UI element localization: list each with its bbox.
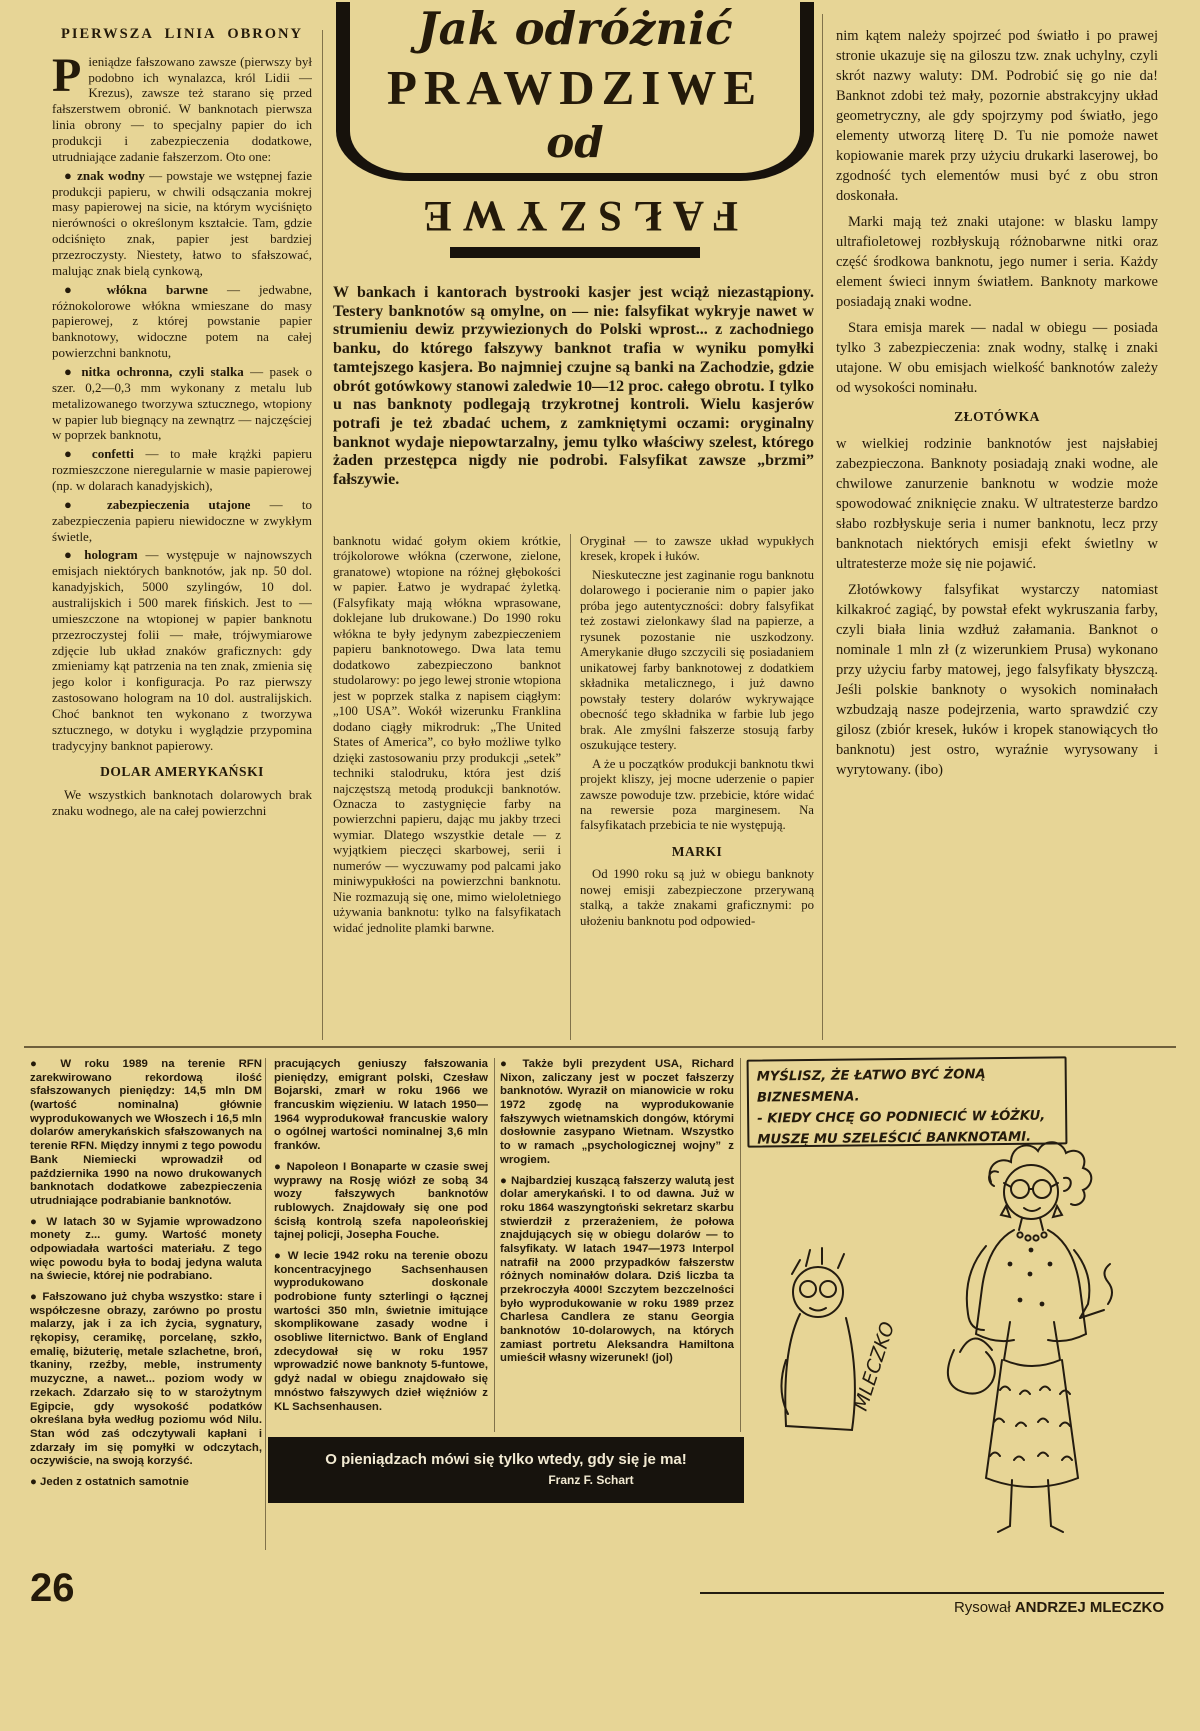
column-divider (494, 1058, 495, 1432)
center-column-a (333, 534, 561, 1042)
brief-item: ● Także byli prezydent USA, Richard Nixon, zaliczany jest w poczet fałszerzy banknotów. Wyraził on mianowicie w roku 1972 zgodę na wyprodukowanie fałszywych wietnamskich dongów, którymi dosłownie zasypano Wietnam. Wszystko to w ramach „psychologicznej wojny” z wrogiem. (500, 1058, 734, 1166)
bullet-term: ● włókna barwne (64, 281, 208, 297)
bullet-paragraph (52, 364, 312, 443)
headline-script-line: Jak odróżnić (417, 2, 733, 55)
bullet-text: — występuje w najnowszych emisjach niektórych banknotów, jak np. 50 dol. kanadyjskich, 5000 szylingów, 10 dol. australijskich i 500 marek fińskich. Jest to — umieszczone na wtopionej w papier banknotu przezroczystej folii — małe, trójwymiarowe zdjęcie lub układ znaków graficznych: gdy zmieniamy kąt patrzenia na ten znak, zmienia się jego kolor i konfiguracja. Po raz pierwszy zastosowano hologram na 10 dol. australijskich. Choć banknot ten wykonano z tworzywa sztucznego, w dotyku i wyglądzie przypomina tradycyjny banknot papierowy. (52, 547, 312, 753)
briefs-column-3 (500, 1058, 734, 1430)
caption-line: MYŚLISZ, ŻE ŁATWO BYĆ ŻONĄ BIZNESMENA. (756, 1067, 986, 1106)
paragraph: Oryginał — to zawsze układ wypukłych kresek, kropek i łuków. (580, 534, 814, 564)
headline-od-wrap (356, 118, 794, 167)
paragraph: w wielkiej rodzinie banknotów jest najsłabiej zabezpieczona. Banknoty posiadają znaki wodne, ale chwilowe zanurzenie banknotu w wodzie może spowodować zniknięcie znaku. W ultratesterze bardzo słabo rozbłyskuje seria i numer banknotu, lecz przy banknotach niektórych emisji efekt świetlny w ultratesterze może się nie pojawić. (836, 435, 1158, 572)
headline-bar (450, 247, 700, 258)
paragraph: We wszystkich banknotach dolarowych brak znaku wodnego, ale na całej powierzchni (52, 787, 312, 818)
paragraph-intro (52, 48, 312, 165)
paragraph: A że u początków produkcji banknotu tkwi projekt kliszy, jej mocne uderzenie o papier zawsze powoduje tzw. przebicie, które widać na rewersie poza marginesem. Na falsyfikatach przebicia te nie występują. (580, 756, 814, 833)
bullet-paragraph (52, 497, 312, 545)
right-column (836, 26, 1158, 1042)
caption-line: - KIEDY CHCĘ GO PODNIECIĆ W ŁÓŻKU, (757, 1108, 1046, 1127)
cartoon-signature: MLECZKO (849, 1319, 900, 1414)
center-column-b (580, 534, 814, 1042)
subhead-zlotowka: ZŁOTÓWKA (954, 409, 1040, 424)
quote-box (268, 1437, 744, 1503)
brief-item: ● Napoleon I Bonaparte w czasie swej wyprawy na Rosję wiózł ze sobą 34 wozy fałszywych banknotów rublowych. Znajdowały się one pod ścisłą kontrolą szefa napoleońskiej tajnej policji, Josepha Fouche. (274, 1160, 488, 1242)
subhead-dolar-amerykanski: DOLAR AMERYKAŃSKI (100, 763, 264, 779)
drop-cap: P (52, 48, 82, 102)
paragraph: Nieskuteczne jest zaginanie rogu banknotu dolarowego i pocieranie nim o papier jako próba jego autentyczności: dobry falsyfikat też zostawi zielonkawy ślad na papierze, a rysunek pozostanie nie uszkodzony. Amerykanie długo szczycili się posiadaniem unikatowej farby banknotowej z dodatkiem składnika metalicznego, i już dawno powstały testery dolarów wykrywające obecność tego składnika w farbie lub jego brak. Ale zmyślni fałszerze stosują farby oszukujące testery. (580, 567, 814, 753)
bullet-term: ● hologram (64, 547, 138, 563)
subhead-marki: MARKI (671, 843, 723, 859)
bullet-text: — to małe krążki papieru rozmieszczone nieregularnie w masie papierowej (np. w dolarach kanadyjskich), (52, 446, 312, 494)
bullet-text: — to zabezpieczenia papieru niewidoczne w zwykłym świetle, (52, 496, 312, 544)
headline-frame (336, 2, 814, 181)
caption-line: MUSZĘ MU SZELEŚCIĆ BANKNOTAMI. (757, 1130, 1032, 1148)
paragraph: Marki mają też znaki utajone: w blasku lampy ultrafioletowej rozbłyskują różnobarwne nitki oraz część środkowa banknotu, jego numer i seria. Każdy element świeci innym światłem. Banknoty markowe posiadają znaki wodne. (836, 214, 1158, 310)
artist-credit (700, 1592, 1164, 1616)
lead-paragraph: W bankach i kantorach bystrooki kasjer jest wciąż niezastąpiony. Testery banknotów są omylne, on — nie: falsyfikat wykryje nawet w strumieniu dewiz przywiezionych do Polski wprost... z zachodniego banku, do którego fałszywy banknot trafia w wyniku pomyłki tamtejszego kasjera. Bo najmniej czujne są banki na Zachodzie, gdzie obrót gotówkowy stanowi zaledwie 10—12 proc. całego obrotu. I tylko u nas banknoty podlegają trzykrotnej kontroli. Wielu kasjerów potrafi je też zbadać uchem, z zamkniętymi oczami: oryginalny banknot wydaje niepowtarzalny, jemu tylko właściwy szelest, którego żaden przestępca nigdy nie podrobi. Falsyfikat zawsze „brzmi” fałszywie. (333, 284, 814, 489)
quote-author: Franz F. Schart (548, 1473, 634, 1487)
brief-item: pracujących geniuszy fałszowania pieniędzy, emigrant polski, Czesław Bojarski, zmarł w roku 1966 we francuskim więzieniu. W latach 1950—1964 wyprodukował francuskie walory o ogólnej wartości nominalnej 3,6 mln franków. (274, 1058, 488, 1153)
left-article (52, 26, 312, 1042)
column-divider (322, 30, 323, 1040)
quote-text: O pieniądzach mówi się tylko wtedy, gdy się je ma! (325, 1451, 687, 1468)
bullet-text: — pasek o szer. 0,2—0,3 mm wykonany z metalu lub metalizowanego tworzywa sztucznego, wtopiony w papier lub biegnący na zewnątrz — najczęściej w poprzek banknotu, (52, 364, 312, 443)
bullet-paragraph (52, 446, 312, 494)
credit-name: ANDRZEJ MLECZKO (1014, 1599, 1164, 1616)
intro-text: ieniądze fałszowano zawsze (pierwszy był podobno ich wynalazca, król Lidii — Krezus), zawsze też starano się przed fałszerstwem obronić. W banknotach pierwsza linia obrony — to specjalny papier do ich produkcji i zabezpieczenia dodatkowe, utrudniające zadanie fałszerzom. Oto one: (52, 53, 312, 164)
paragraph: banknotu widać gołym okiem krótkie, trójkolorowe włókna (czerwone, zielone, granatowe) wtopione na różnej głębokości w papier. Łatwo je wydrapać żyletką. (Falsyfikaty mają włókna wprasowane, doklejane lub drukowane.) Do 1990 roku włókna te były jedynym zabezpieczeniem papieru banknotowego. Dwa lata temu dodatkowo zabezpieczono banknot studolarowy: po jego lewej stronie wtopiona jest w poprzek stalka z napisem ciągłym: „100 USA”. Wokół wizerunku Franklina dodano ciągły mikrodruk: „The United States of America”, co było możliwe tylko dzięki zastosowaniu przy produkcji „setek” techniki stalodruku, która jest dziś najczęstszą metodą produkcji banknotów. Oznacza to zastygnięcie farby na powierzchni papieru, dając mu jakby trzeci wymiar. Dlatego wszystkie detale — z wyjątkiem pieczęci skarbowej, serii i numerów — wyczuwamy pod palcami jako miniwypukłości na powierzchni banknotu. Nie rozmazują się one, mimo wieloletniego używania banknotu: tylko na falsyfikatach widać jednolite plamki barwne. (333, 534, 561, 935)
bullet-paragraph (52, 168, 312, 279)
briefs-column-1 (30, 1058, 262, 1550)
credit-prefix: Rysował (953, 1599, 1015, 1616)
brief-item: ● Jeden z ostatnich samotnie (30, 1475, 189, 1488)
paragraph: Złotówkowy falsyfikat wystarczy natomiast kilkakroć zagiąć, by powstał efekt wykruszania farby, czyli biała linia wzdłuż załamania. Banknot o nominale 1 mln zł (z wizerunkiem Prusa) wykonano przy użyciu farby matowej, jego falsyfikaty błyszczą. Jeśli polskie banknoty o wysokich nominałach wzbudzają nasze podejrzenia, warto sprawdzić czy gilosz (zbiór kresek, łuków i kropek stanowiących tło banknotu) jest ostro, wyraźnie wyrysowany i wyrytowany. (ibo) (836, 581, 1158, 778)
paragraph: Stara emisja marek — nadal w obiegu — posiada tylko 3 zabezpieczenia: znak wodny, stalkę i znaki utajone. W obu emisjach wielkość banknotów zależy od wysokości nominału. (836, 320, 1158, 396)
headline-main-word: PRAWDZIWE (386, 60, 764, 115)
bullet-term: ● confetti (64, 446, 134, 462)
cartoon-lines (781, 1142, 1112, 1532)
section-divider (24, 1046, 1176, 1048)
bullet-paragraph (52, 282, 312, 361)
brief-item: ● W roku 1989 na terenie RFN zarekwirowano rekordową ilość sfałszowanych pieniędzy: 14,5 mln DM (wartość nominalna) głównie wyprodukowanych we Włoszech i 16,5 mln dolarów amerykańskich sfałszowanych na terenie RFN. Między innymi z tego powodu Bank Niemiecki wprowadził od października 1990 na nowo drukowanych banknotach dodatkowe zabezpieczenia utrudniające podrabianie banknotów. (30, 1058, 262, 1207)
brief-item: ● W lecie 1942 roku na terenie obozu koncentracyjnego Sachsenhausen wyprodukowano doskonale podrobione funty szterlingi o łącznej wartości 350 mln, świetnie imitujące skomplikowane zasady wodne i osobliwe liternictwo. Bank of England zdecydował się w roku 1957 wprowadzić nowe banknoty 5-funtowe, gdyż nadal w obiegu znajdowało się mnóstwo fałszywych dzieł więźniów z KL Sachsenhausen. (274, 1249, 488, 1413)
bullet-term: ● zabezpieczenia utajone (64, 496, 251, 512)
headline-block (336, 2, 814, 258)
column-divider (822, 14, 823, 1040)
bullet-text: — jedwabne, różnokolorowe włókna wmieszane do masy papierowej, z której powstanie papier banknotowy, widoczne potem na całej powierzchni banknotu, (52, 281, 312, 361)
briefs-column-2 (274, 1058, 488, 1430)
brief-item: ● Fałszowano już chyba wszystko: stare i współczesne obrazy, zarówno po prostu malarzy, jak i za ich życia, sygnatury, rękopisy, ceramikę, porcelanę, szkło, emalię, biżuterię, metale szlachetne, broń, tkaniny, rzeźby, meble, instrumenty muzyczne, a nawet... poziom wody w rzekach. Zdarzało się to w starożytnym Egipcie, gdy wysokość podatków określana była według poziomu wód Nilu. Stan wód zaś odczytywali kapłani i zdarzały im się pomyłki w odczytach, oczywiście, na swoją korzyść. (30, 1291, 262, 1468)
bullet-paragraph (52, 547, 312, 753)
column-divider (265, 1058, 266, 1550)
bullet-term: ● znak wodny (64, 167, 145, 183)
headline-od: od (546, 118, 604, 167)
cartoon-caption (747, 1056, 1068, 1147)
paragraph: Od 1990 roku są już w obiegu banknoty nowej emisji zabezpieczone przerywaną stalką, a także znakami graficznymi: po ułożeniu banknotu pod odpowied- (580, 867, 814, 928)
brief-item: ● Najbardziej kuszącą fałszerzy walutą jest dolar amerykański. I to od dawna. Już w roku 1864 waszyngtoński sekretarz skarbu stwierdził z przerażeniem, że połowa znajdujących się w obiegu dolarów — to falsyfikaty. W latach 1947—1973 Interpol natrafił na 2000 przypadków fałszerstw różnych nominałów dolara. Dziś liczba ta przekroczyła 4000! Szczytem bezczelności było wyprodukowanie w roku 1989 przez Charlesa Candlera ze stanu Georgia banknotów 10-dolarowych, na których zamiast portretu Aleksandra Hamiltona umieścił własny wizerunek! (jol) (500, 1174, 734, 1365)
paragraph: nim kątem należy spojrzeć pod światło i po prawej stronie ukazuje się na giloszu tzw. znak uchylny, czyli skrót nazwy waluty: DM. Podrobić się go nie da! Banknot zdobi też mały, pozornie abstrakcyjny układ geometryczny, ale gdy spojrzymy pod światło, jego elementy utworzą literę D. Tu nie pomoże nawet kopiowanie marek przy użyciu drukarki laserowej, bo zgodność tych elementów musi być z obu stron doskonała. (836, 28, 1158, 204)
headline-flipped-word: FAŁSZYWE (411, 192, 739, 239)
column-divider (570, 534, 571, 1040)
left-article-title: PIERWSZA LINIA OBRONY (60, 26, 304, 42)
bullet-term: ● nitka ochronna, czyli stalka (64, 364, 244, 380)
column-divider (740, 1058, 741, 1432)
brief-item: ● W latach 30 w Syjamie wprowadzono monety z... gumy. Wartość monety odpowiadała wartości materiału. Z tego więc powodu była to bodaj jedyna waluta na świecie, której nie podrabiano. (30, 1215, 262, 1283)
bullet-text: — powstaje we wstępnej fazie produkcji papieru, w chwili odsączania mokrej masy papierowej na sicie, na którym wyciśnięto nierówności o określonym kształcie. Tam, gdzie odciśnięto znak, papier jest bardziej przezroczysty. Niestety, łatwo to sfałszować, malując znak bielą cynkową, (52, 167, 312, 278)
page-number: 26 (30, 1566, 75, 1610)
